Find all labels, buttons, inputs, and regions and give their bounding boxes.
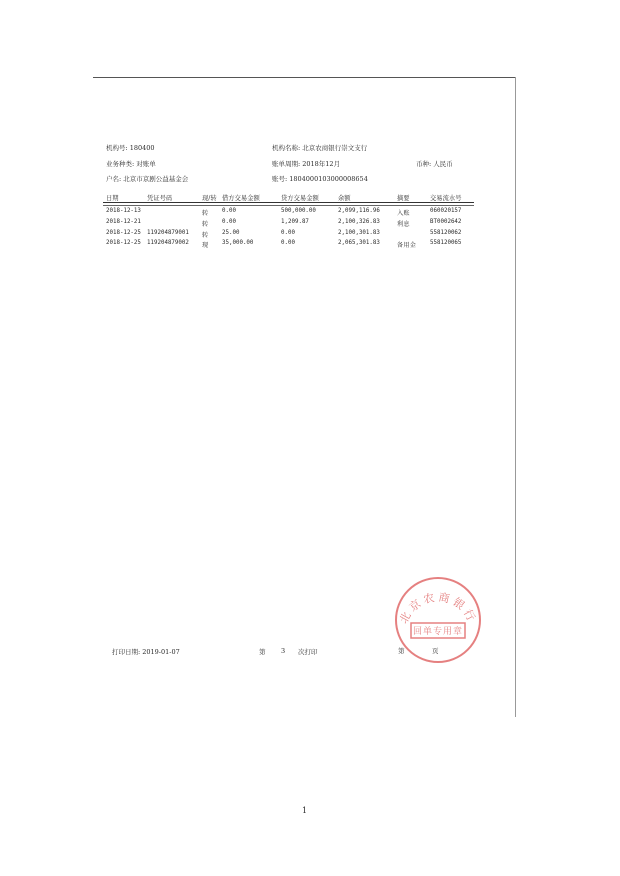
print-date: 打印日期: 2019-01-07	[112, 648, 180, 656]
print-count-prefix: 第	[259, 648, 266, 656]
top-rule	[93, 77, 515, 78]
cell-credit: 500,000.00	[281, 208, 316, 214]
svg-text:回单专用章: 回单专用章	[412, 627, 464, 637]
cell-credit: 0.00	[281, 230, 295, 236]
cell-voucher: 119204879001	[147, 230, 189, 236]
cell-serial: 060020157	[430, 208, 462, 214]
table-header-rule-thin	[103, 205, 474, 206]
cell-voucher: 119204879002	[147, 240, 189, 246]
cell-date: 2018-12-25	[106, 230, 141, 236]
cell-summary: 备用金	[397, 242, 417, 249]
cell-balance: 2,065,301.83	[338, 240, 380, 246]
col-cash-transfer: 现/转	[202, 195, 217, 202]
page-number: 1	[302, 806, 308, 815]
cell-cash-transfer: 转	[202, 221, 209, 228]
cell-summary: 利息	[397, 221, 410, 228]
institution-name: 机构名称: 北京农商银行崇文支行	[272, 144, 368, 152]
cell-balance: 2,100,326.83	[338, 219, 380, 225]
statement-period: 账单周期: 2018年12月	[272, 160, 341, 168]
cell-serial: 558120065	[430, 240, 462, 246]
institution-no: 机构号: 180400	[106, 144, 155, 152]
col-voucher: 凭证号码	[147, 195, 173, 202]
cell-date: 2018-12-21	[106, 219, 141, 225]
business-type: 业务种类: 对账单	[106, 160, 156, 168]
print-count-suffix: 次打印	[298, 648, 318, 656]
cell-cash-transfer: 现	[202, 242, 209, 249]
page-prefix: 第	[398, 647, 405, 655]
cell-debit: 0.00	[222, 219, 236, 225]
col-summary: 摘要	[397, 195, 410, 202]
cell-debit: 25.00	[222, 230, 240, 236]
right-rule	[515, 77, 516, 717]
account-name: 户名: 北京市京剧公益基金会	[106, 175, 189, 183]
print-count: 3	[281, 647, 286, 655]
cell-credit: 0.00	[281, 240, 295, 246]
cell-balance: 2,099,116.96	[338, 208, 380, 214]
cell-credit: 1,209.87	[281, 219, 309, 225]
table-header-rule	[103, 202, 474, 203]
col-date: 日期	[106, 195, 119, 202]
cell-summary: 入账	[397, 210, 410, 217]
svg-text:北京农商银行: 北京农商银行	[396, 590, 480, 626]
col-balance: 余额	[338, 195, 351, 202]
cell-date: 2018-12-13	[106, 208, 141, 214]
col-debit: 借方交易金额	[222, 195, 260, 202]
cell-serial: BT0002642	[430, 219, 462, 225]
cell-date: 2018-12-25	[106, 240, 141, 246]
cell-cash-transfer: 转	[202, 210, 209, 217]
col-credit: 贷方交易金额	[281, 195, 319, 202]
currency: 币种: 人民币	[416, 160, 453, 168]
account-no: 账号: 1804000103000008654	[272, 175, 368, 183]
cell-balance: 2,100,301.83	[338, 230, 380, 236]
cell-debit: 35,000.00	[222, 240, 254, 246]
cell-cash-transfer: 转	[202, 232, 209, 239]
col-serial: 交易流水号	[430, 195, 462, 202]
page-suffix: 页	[432, 647, 439, 655]
cell-debit: 0.00	[222, 208, 236, 214]
cell-serial: 558120062	[430, 230, 462, 236]
